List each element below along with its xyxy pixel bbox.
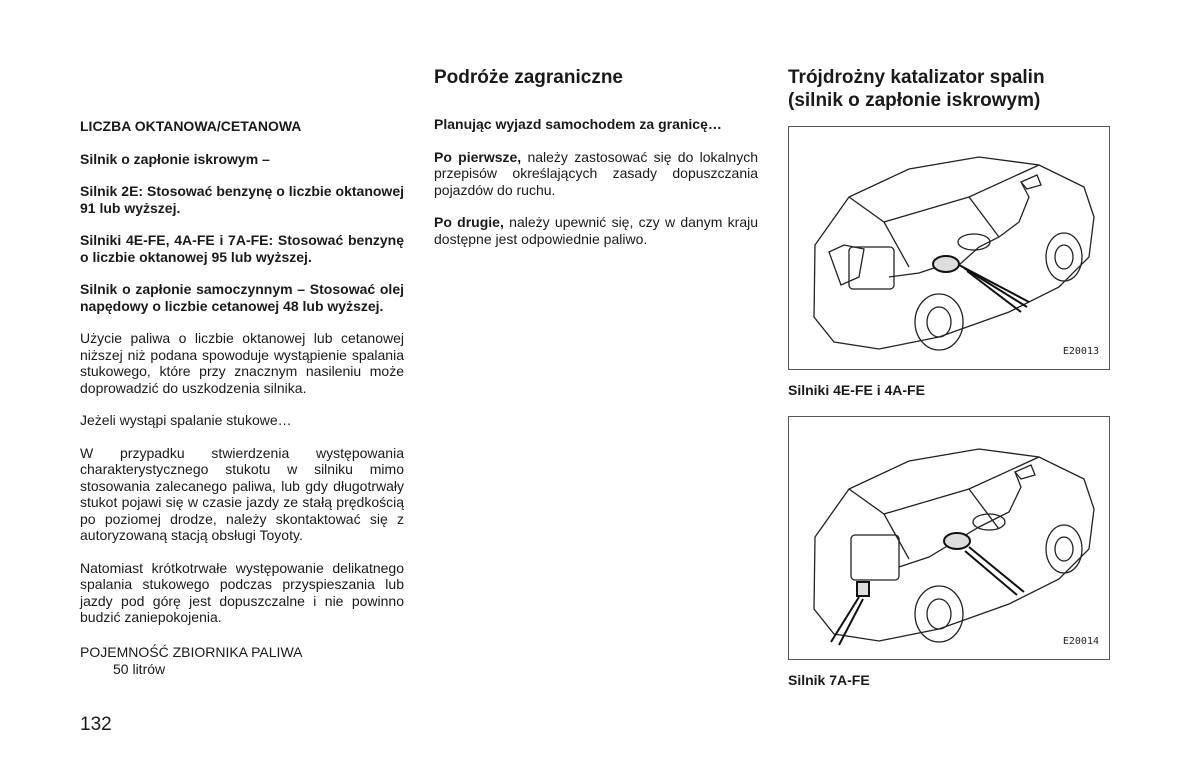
second-text: należy upewnić się, czy w danym kraju dostępne jest odpowiednie paliwo.: [434, 214, 758, 247]
tank-capacity-value: 50 litrów: [113, 660, 166, 677]
diesel-spec: Silnik o zapłonie samoczynnym – Stosować olej napędowy o liczbie cetanowej 48 lub wyższej.: [80, 281, 404, 314]
figure-catalyst-4e: [788, 126, 1110, 370]
figure-2-caption: Silnik 7A-FE: [788, 672, 870, 688]
car-diagram-7a: [789, 417, 1109, 659]
knock-warning: Użycie paliwa o liczbie oktanowej lub cetanowej niższej niż podana spowoduje wystąpienie spalania stukowego, które przy znacznym nasileniu może doprowadzić do uszkodzenia silnika.: [80, 330, 404, 396]
figure-catalyst-7a: [788, 416, 1110, 660]
second-lead: Po drugie,: [434, 214, 504, 230]
travel-intro: Planując wyjazd samochodem za granicę…: [434, 116, 722, 132]
first-lead: Po pierwsze,: [434, 148, 522, 165]
catalyst-title: [788, 66, 1110, 112]
spark-engine-label: Silnik o zapłonie iskrowym –: [80, 150, 270, 167]
travel-title: Podróże zagraniczne: [434, 67, 623, 88]
middle-column: [434, 66, 758, 263]
figure-1-caption: Silniki 4E-FE i 4A-FE: [788, 382, 925, 398]
engines-4e-spec: Silniki 4E-FE, 4A-FE i 7A-FE: Stosować benzynę o liczbie oktanowej 95 lub wyższej.: [80, 232, 404, 265]
tank-capacity-label: POJEMNOŚĆ ZBIORNIKA PALIWA: [80, 643, 303, 660]
knock-mild: Natomiast krótkotrwałe występowanie delikatnego spalania stukowego podczas przyspieszania lub jazdy pod górę jest dopuszczalne i nie powinno budzić zaniepokojenia.: [80, 559, 404, 625]
first-text: należy zastosować się do lokalnych przepisów określających zasady dopuszczania pojazdów do ruchu.: [434, 148, 758, 198]
knock-if: Jeżeli wystąpi spalanie stukowe…: [80, 412, 292, 428]
engine-2e-spec: Silnik 2E: Stosować benzynę o liczbie oktanowej 91 lub wyższej.: [80, 183, 404, 216]
first-point: [434, 149, 758, 199]
figure-2-code: E20014: [1062, 636, 1099, 647]
left-column: [80, 118, 404, 678]
car-diagram-4e: [789, 127, 1109, 369]
right-column: [788, 66, 1110, 706]
page-number: 132: [80, 714, 112, 735]
octane-heading: LICZBA OKTANOWA/CETANOWA: [80, 118, 302, 134]
second-point: [434, 214, 758, 247]
figure-1-code: E20013: [1062, 346, 1099, 357]
knock-advice: W przypadku stwierdzenia występowania charakterystycznego stukotu w silniku mimo stosowania zalecanego paliwa, lub gdy długotrwały stukot pojawi się w czasie jazdy ze stałą prędkością po poziomej drodze, należy skontaktować się z autoryzowaną stacją obsługi Toyoty.: [80, 444, 404, 543]
catalyst-title-line2: (silnik o zapłonie iskrowym): [788, 90, 1041, 111]
catalyst-title-line1: Trójdrożny katalizator spalin: [788, 67, 1045, 88]
